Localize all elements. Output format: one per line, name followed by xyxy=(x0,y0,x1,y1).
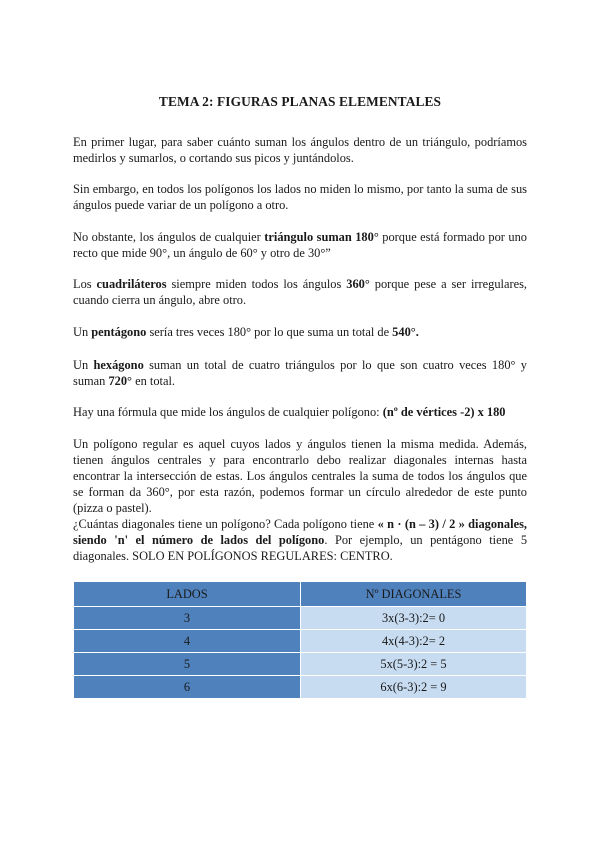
paragraph-intro: En primer lugar, para saber cuánto suman los ángulos dentro de un triángulo, podríamos medirlos y sumarlos, o cortando sus picos y juntándolos. xyxy=(73,135,527,165)
table-header-cell: Nº DIAGONALES xyxy=(301,582,527,607)
text-span: porque pese a ser irregulares, cuando cierra un ángulo, abre otro. xyxy=(73,277,528,307)
table-cell: 4x(4-3):2= 2 xyxy=(301,630,527,653)
text-span: Los xyxy=(73,277,97,291)
table-row xyxy=(74,653,527,676)
table-row xyxy=(74,630,527,653)
bold-text: pentágono xyxy=(91,325,147,339)
text-span: sería tres veces 180° por lo que suma un total de xyxy=(146,325,393,339)
bold-text: 720° xyxy=(108,374,132,388)
text-span: suman un total de cuatro triángulos por lo que son cuatro veces 180° y suman xyxy=(73,358,528,388)
table-cell: 6x(6-3):2 = 9 xyxy=(301,676,527,699)
table-row xyxy=(74,676,527,699)
table-cell: 4 xyxy=(74,630,301,653)
paragraph-pentagon xyxy=(73,324,527,340)
paragraph-diagonals xyxy=(73,516,527,564)
bold-text: (nº de vértices -2) x 180 xyxy=(382,405,506,419)
text-span: Un xyxy=(73,358,94,372)
text-span: en total. xyxy=(132,374,176,388)
bold-text: hexágono xyxy=(93,358,144,372)
bold-text: cuadriláteros xyxy=(96,277,167,291)
text-span: Un xyxy=(73,325,92,339)
paragraph-polygons: Sin embargo, en todos los polígonos los lados no miden lo mismo, por tanto la suma de sus ángulos puede variar de un polígono a otro. xyxy=(73,182,527,212)
paragraph-regular-polygon: Un polígono regular es aquel cuyos lados y ángulos tienen la misma medida. Además, tienen ángulos centrales y para encontrarlo debo realizar diagonales internas hasta encontrar la intersección de estas. Los ángulos centrales la suma de todos los ángulos que se forman da 360°, por esta razón, podemos formar un círculo alrededor de este punto (pizza o pastel). xyxy=(73,437,527,515)
bold-text: « n · (n – 3) / 2 » diagonales, siendo 'n' el número de lados del polígono xyxy=(73,517,527,547)
paragraph-hexagon xyxy=(73,357,527,389)
text-span: . Por ejemplo, un pentágono tiene 5 diagonales. SOLO EN POLÍGONOS REGULARES: CENTRO. xyxy=(73,533,528,563)
diagonals-table xyxy=(73,581,527,699)
page-title: TEMA 2: FIGURAS PLANAS ELEMENTALES xyxy=(158,94,442,109)
text-span: ¿Cuántas diagonales tiene un polígono? Cada polígono tiene xyxy=(73,517,378,531)
bold-text: triángulo suman 180° xyxy=(264,230,379,244)
paragraph-formula xyxy=(73,404,527,420)
bold-text: 360° xyxy=(346,277,370,291)
text-span: siempre miden todos los ángulos xyxy=(166,277,347,291)
paragraph-quadrilateral xyxy=(73,276,527,308)
text-span: Hay una fórmula que mide los ángulos de cualquier polígono: xyxy=(73,405,383,419)
table-row xyxy=(74,607,527,630)
table-cell: 3 xyxy=(74,607,301,630)
table-cell: 5x(5-3):2 = 5 xyxy=(301,653,527,676)
table-header-cell: LADOS xyxy=(74,582,301,607)
table-cell: 5 xyxy=(74,653,301,676)
table-cell: 3x(3-3):2= 0 xyxy=(301,607,527,630)
text-span: porque está formado por uno recto que mide 90°, un ángulo de 60° y otro de 30°” xyxy=(73,230,527,260)
text-span: No obstante, los ángulos de cualquier xyxy=(73,230,265,244)
table-cell: 6 xyxy=(74,676,301,699)
paragraph-triangle xyxy=(73,229,527,261)
bold-text: 540°. xyxy=(392,325,419,339)
table-header-row xyxy=(74,582,527,607)
